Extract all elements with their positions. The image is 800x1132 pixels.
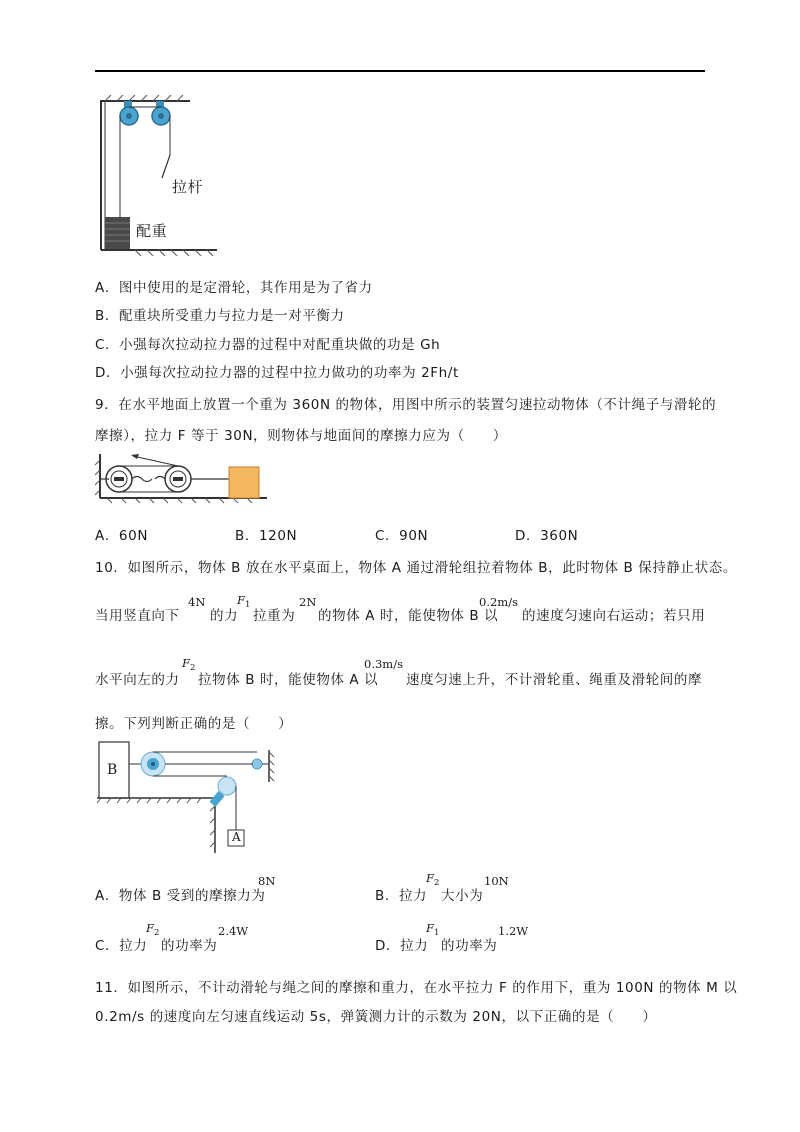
q10-l3-f2: F: [182, 656, 190, 670]
q10-l3-part3: 速度匀速上升，不计滑轮重、绳重及滑轮间的摩: [406, 672, 703, 688]
q10-option-d-sub: 1: [434, 928, 440, 938]
q10-l2-part5: 的速度匀速向右运动；若只用: [522, 608, 706, 624]
q10-option-b-mid: 大小为: [441, 888, 484, 904]
q9-option-b: B．120N: [235, 528, 298, 544]
q9-option-c: C．90N: [375, 528, 429, 544]
fig10-label-b: B: [107, 762, 118, 778]
q10-l2-part2: 的力: [210, 608, 239, 624]
header-rule: [95, 70, 705, 72]
q10-option-b-value: 10N: [484, 874, 509, 888]
q10-option-d-value: 1.2W: [498, 924, 529, 938]
q10-option-d-f: F: [426, 921, 434, 935]
q10-stem-line1: 10．如图所示，物体 B 放在水平桌面上，物体 A 通过滑轮组拉着物体 B，此时物体 B 保持静止状态。: [95, 560, 737, 576]
fig8-label-weight: 配重: [136, 222, 168, 240]
q9-stem-line1: 9．在水平地面上放置一个重为 360N 的物体，用图中所示的装置匀速拉动物体（不计绳子与滑轮的: [95, 397, 717, 413]
q10-l3-speed: 0.3m/s: [364, 657, 403, 671]
q8-option-d: D．小强每次拉动拉力器的过程中拉力做功的功率为 2Fh/t: [95, 365, 459, 381]
q10-l2-part3: 拉重为: [253, 608, 296, 624]
q10-stem-line4: 擦。下列判断正确的是（ ）: [95, 716, 293, 732]
q10-l2-speed: 0.2m/s: [479, 595, 518, 609]
q9-option-a: A．60N: [95, 528, 149, 544]
q9-option-d: D．360N: [515, 528, 579, 544]
q10-l2-f1-sub: 1: [245, 600, 251, 610]
q10-option-c-sub: 2: [154, 928, 160, 938]
q10-option-c-text: C．拉力: [95, 938, 148, 954]
q10-l3-part1: 水平向左的力: [95, 672, 180, 688]
q9-stem-line2: 摩擦），拉力 F 等于 30N，则物体与地面间的摩擦力应为（ ）: [95, 428, 507, 444]
q10-option-c-mid: 的功率为: [161, 938, 218, 954]
fig-q9-pulley: [95, 452, 275, 504]
q10-option-c-f: F: [146, 921, 154, 935]
q10-l3-f2-sub: 2: [190, 663, 196, 673]
q10-l2-force-value: 4N: [188, 595, 206, 609]
q10-option-a-text: A．物体 B 受到的摩擦力为: [95, 888, 266, 904]
fig8-label-lever: 拉杆: [172, 178, 204, 196]
q11-stem-line1: 11．如图所示，不计动滑轮与绳之间的摩擦和重力，在水平拉力 F 的作用下，重为 100N 的物体 M 以: [95, 980, 738, 996]
q11-stem-line2: 0.2m/s 的速度向左匀速直线运动 5s，弹簧测力计的示数为 20N，以下正确的是（ ）: [95, 1009, 657, 1025]
q8-option-a: A．图中使用的是定滑轮，其作用是为了省力: [95, 280, 373, 296]
fig10-label-a: A: [232, 830, 242, 844]
q10-l3-part2: 拉物体 B 时，能使物体 A 以: [198, 672, 379, 688]
q10-option-d-text: D．拉力: [375, 938, 429, 954]
q8-option-c: C．小强每次拉动拉力器的过程中对配重块做的功是 Gh: [95, 337, 441, 353]
q10-option-b-sub: 2: [434, 878, 440, 888]
q10-option-b-f: F: [426, 871, 434, 885]
q10-option-d-mid: 的功率为: [441, 938, 498, 954]
q10-option-b-text: B．拉力: [375, 888, 428, 904]
q10-l2-part4: 的物体 A 时，能使物体 B 以: [318, 608, 499, 624]
q8-option-b: B．配重块所受重力与拉力是一对平衡力: [95, 308, 345, 324]
q10-l2-f1: F: [237, 593, 245, 607]
q10-option-c-value: 2.4W: [218, 924, 249, 938]
q10-l2-part1: 当用竖直向下: [95, 608, 180, 624]
fig-q10-pulley-system: [95, 740, 285, 855]
q10-l2-weight-value: 2N: [299, 595, 317, 609]
q10-option-a-value: 8N: [258, 874, 276, 888]
